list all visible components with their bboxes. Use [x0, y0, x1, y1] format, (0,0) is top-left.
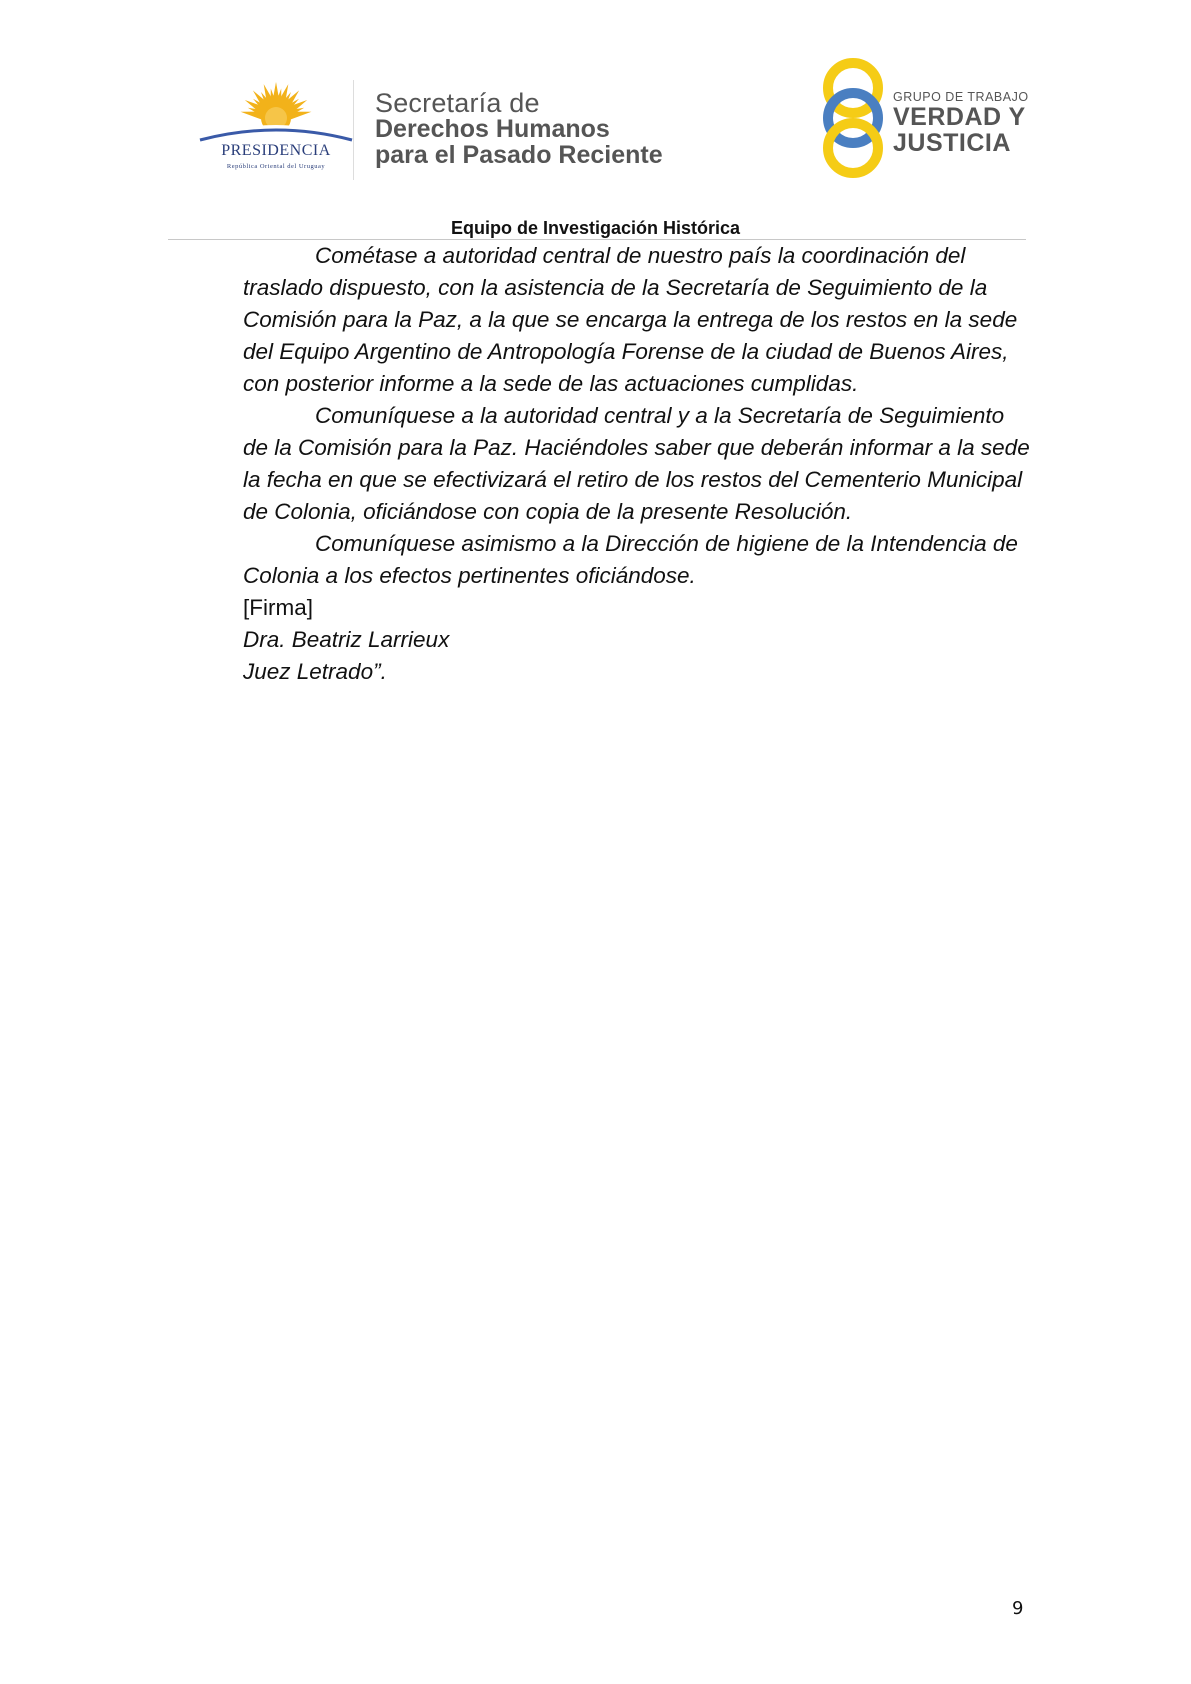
presidencia-logo — [196, 80, 356, 180]
secretaria-logo — [375, 90, 663, 168]
signature-marker: [Firma] — [243, 595, 313, 620]
page-number: 9 — [1012, 1598, 1024, 1619]
justicia-label: JUSTICIA — [893, 129, 1011, 157]
grupo-de-trabajo-label: GRUPO DE TRABAJO — [893, 90, 1029, 104]
verdad-justicia-text — [893, 90, 1029, 156]
logo-divider — [353, 80, 354, 180]
secretaria-line1: Secretaría de — [375, 88, 540, 118]
secretaria-line2: Derechos Humanos — [375, 115, 610, 143]
sun-emblem-icon — [196, 80, 356, 150]
presidencia-subtitle: República Oriental del Uruguay — [226, 163, 326, 170]
team-title: Equipo de Investigación Histórica — [450, 218, 741, 238]
verdad-justicia-logo — [818, 56, 1033, 181]
paragraph-3: Comuníquese asimismo a la Dirección de higiene de la Intendencia de Colonia a los efectos pertinentes oficiándose. — [243, 531, 1018, 588]
linked-rings-icon — [818, 56, 893, 181]
presidencia-title: PRESIDENCIA — [221, 142, 331, 159]
signer-title: Juez Letrado”. — [243, 659, 387, 684]
paragraph-1: Cométase a autoridad central de nuestro país la coordinación del traslado dispuesto, con la asistencia de la Secretaría de Seguimiento de la Comisión para la Paz, a la que se encarga la entrega de los restos en la sede del Equipo Argentino de Antropología Forense de la ciudad de Buenos Aires, con posterior informe a la sede de las actuaciones cumplidas. — [243, 243, 1018, 396]
paragraph-2: Comuníquese a la autoridad central y a la Secretaría de Seguimiento de la Comisión para la Paz. Haciéndoles saber que deberán informar a la sede la fecha en que se efectivizará el retiro de los restos del Cementerio Municipal de Colonia, oficiándose con copia de la presente Resolución. — [243, 403, 1030, 524]
verdad-y-label: VERDAD Y — [893, 103, 1026, 131]
document-body — [243, 240, 1033, 688]
signer-name: Dra. Beatriz Larrieux — [243, 627, 450, 652]
secretaria-line3: para el Pasado Reciente — [375, 141, 663, 169]
